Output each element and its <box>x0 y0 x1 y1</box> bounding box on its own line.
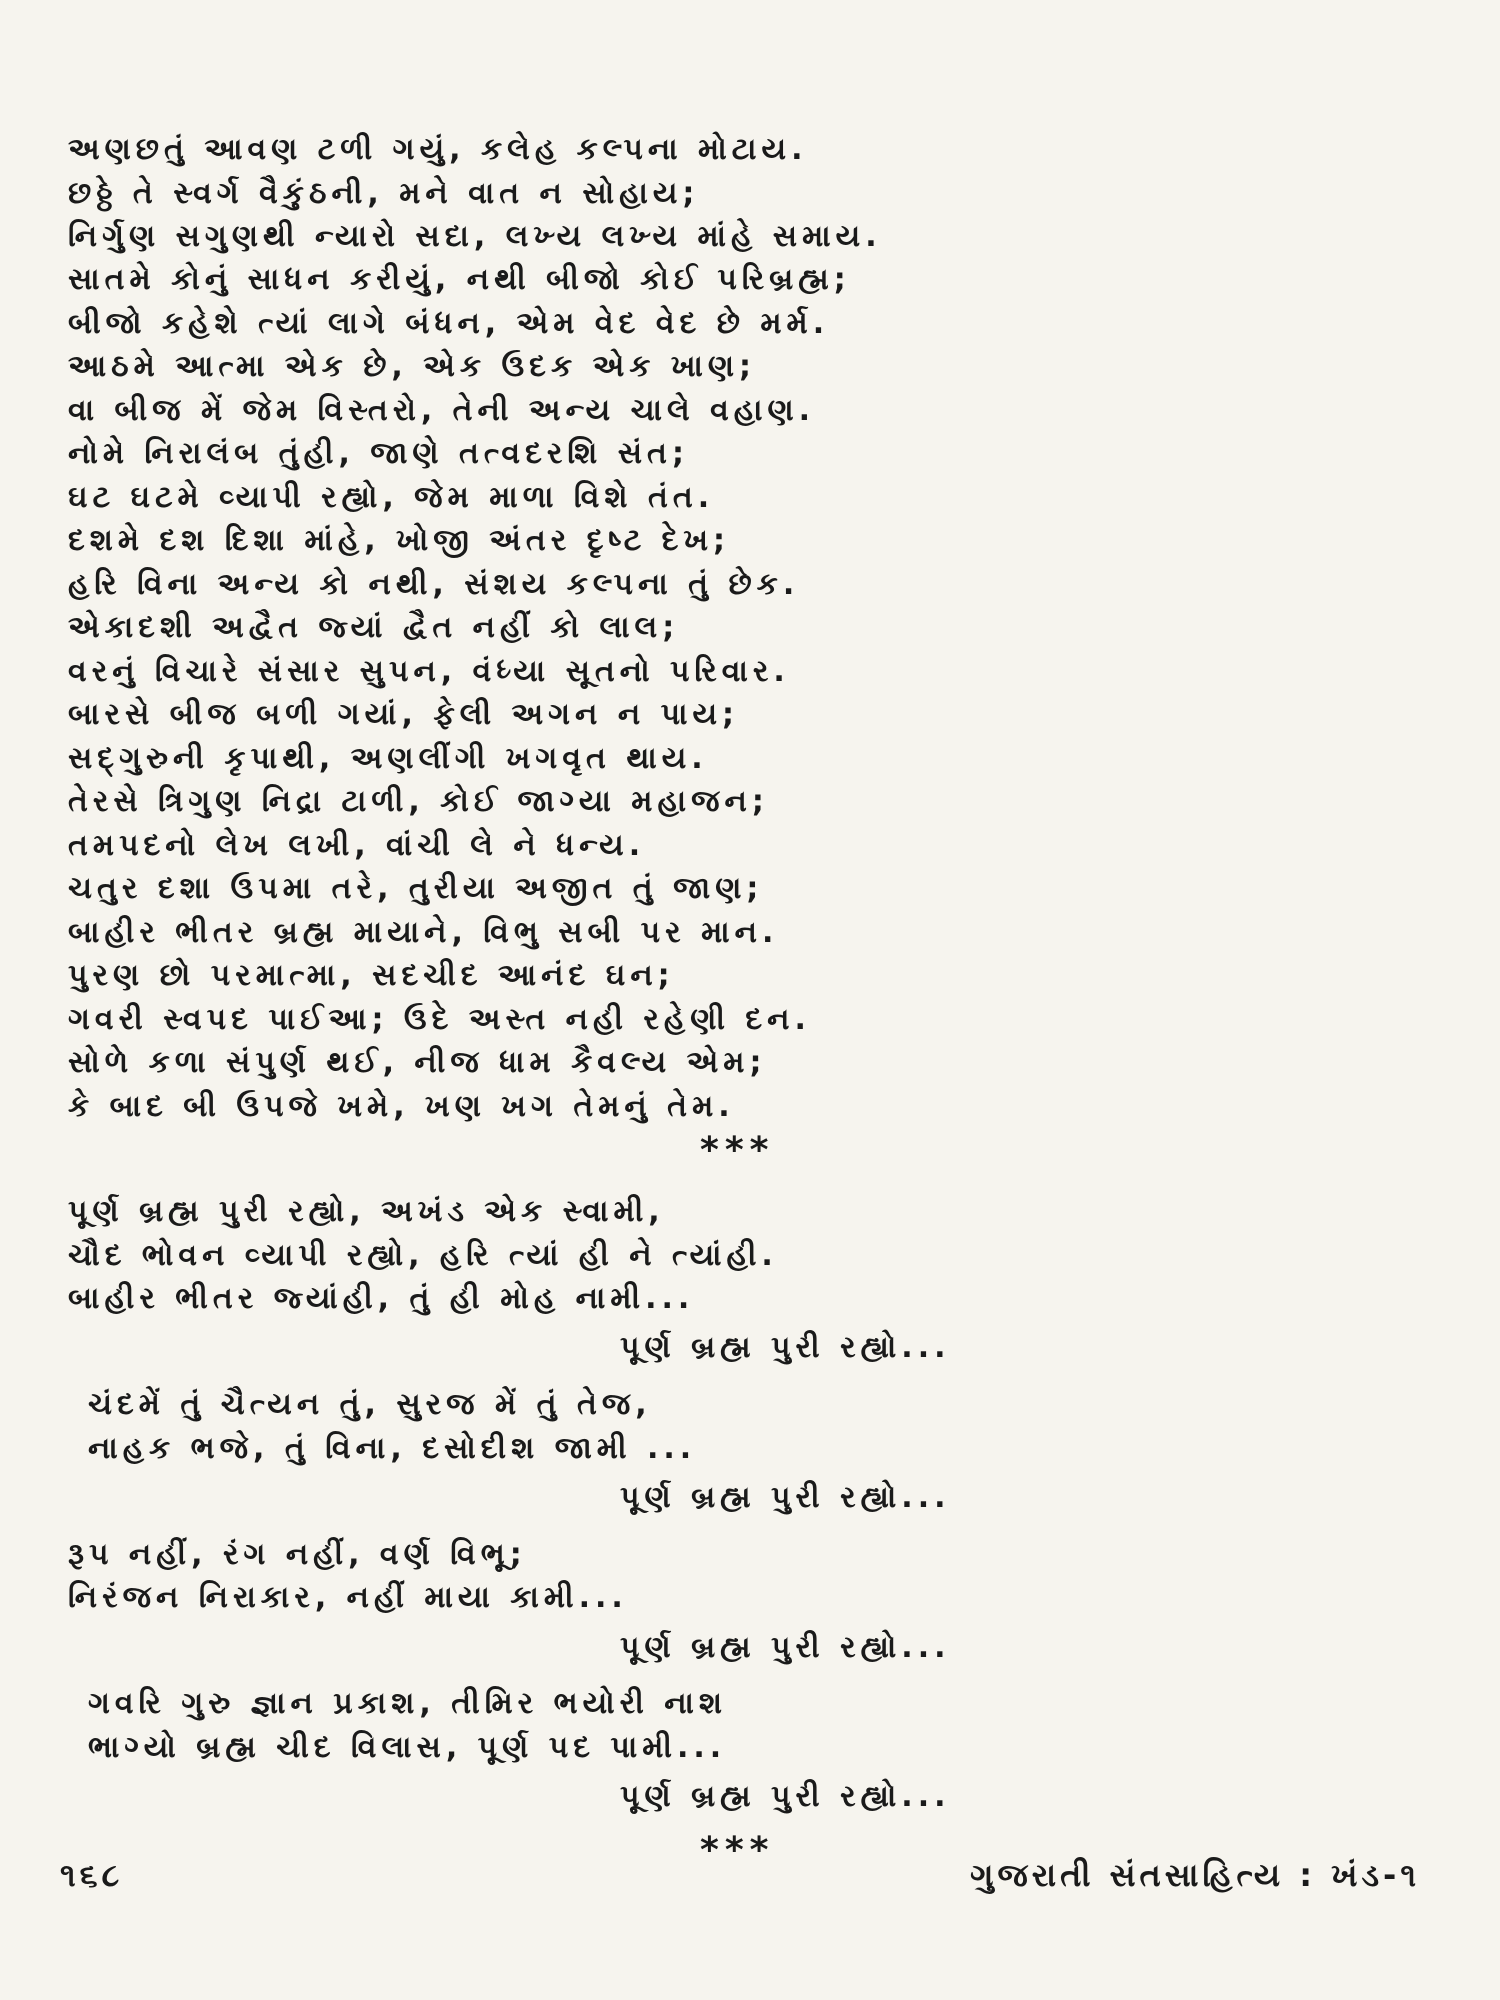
verse-line: બારસે બીજ બળી ગયાં, ફેલી અગન ન પાય; <box>68 697 740 732</box>
verse-line: હરિ વિના અન્ય કો નથી, સંશય કલ્પના તું છેક. <box>68 567 800 602</box>
refrain-line: પૂર્ણ બ્રહ્મ પુરી રહ્યો... <box>620 1330 951 1365</box>
refrain-line: પૂર્ણ બ્રહ્મ પુરી રહ્યો... <box>620 1779 951 1814</box>
verse-line: બીજો કહેશે ત્યાં લાગે બંધન, એમ વેદ વેદ છે મર્મ. <box>68 306 830 341</box>
verse-line: નિરંજન નિરાકાર, નહીં માયા કામી... <box>68 1580 628 1615</box>
verse-line: આઠમે આત્મા એક છે, એક ઉદક એક ખાણ; <box>68 349 757 384</box>
verse-line: તેરસે ત્રિગુણ નિદ્રા ટાળી, કોઈ જાગ્યા મહાજન; <box>68 784 769 819</box>
section-separator: *** <box>700 1830 775 1871</box>
page-number: ૧૬૮ <box>60 1856 124 1894</box>
verse-line: તમપદનો લેખ લખી, વાંચી લે ને ધન્ય. <box>68 828 646 863</box>
verse-line: ઘટ ઘટમે વ્યાપી રહ્યો, જેમ માળા વિશે તંત. <box>68 480 715 515</box>
running-footer-title: ગુજરાતી સંતસાહિત્ય : ખંડ-૧ <box>970 1856 1420 1894</box>
verse-line: ગવરિ ગુરુ જ્ઞાન પ્રકાશ, તીમિર ભયોરી નાશ <box>88 1686 728 1721</box>
verse-line: છઠ્ઠે તે સ્વર્ગ વૈકુંઠની, મને વાત ન સોહાય; <box>68 176 700 211</box>
verse-line: ચૌદ ભોવન વ્યાપી રહ્યો, હરિ ત્યાં હી ને ત્યાંહી. <box>68 1238 778 1273</box>
verse-line: સોળે કળા સંપુર્ણ થઈ, નીજ ધામ કૈવલ્ય એમ; <box>68 1045 767 1080</box>
verse-line: એકાદશી અદ્વૈત જ્યાં દ્વૈત નહીં કો લાલ; <box>68 610 680 645</box>
verse-line: વરનું વિચારે સંસાર સુપન, વંધ્યા સૂતનો પરિવાર. <box>68 654 790 689</box>
verse-line: નોમે નિરાલંબ તુંહી, જાણે તત્વદરશિ સંત; <box>68 436 689 471</box>
verse-line: વા બીજ મેં જેમ વિસ્તરો, તેની અન્ય ચાલે વહાણ. <box>68 393 816 428</box>
verse-line: ચંદમેં તું ચૈત્યન તું, સુરજ મેં તું તેજ, <box>88 1387 652 1422</box>
verse-line: પુરણ છો પરમાત્મા, સદચીદ આનંદ ઘન; <box>68 958 675 993</box>
verse-line: બાહીર ભીતર બ્રહ્મ માયાને, વિભુ સબી પર માન. <box>68 915 779 950</box>
verse-line: ગવરી સ્વપદ પાઈઆ; ઉદે અસ્ત નહી રહેણી દન. <box>68 1002 811 1037</box>
verse-line: નાહક ભજે, તું વિના, દસોદીશ જામી ... <box>88 1431 697 1466</box>
verse-line: કે બાદ બી ઉપજે ખમે, ખણ ખગ તેમનું તેમ. <box>68 1089 735 1124</box>
refrain-line: પૂર્ણ બ્રહ્મ પુરી રહ્યો... <box>620 1480 951 1515</box>
verse-line: ભાગ્યો બ્રહ્મ ચીદ વિલાસ, પૂર્ણ પદ પામી... <box>88 1730 727 1765</box>
verse-line: સાતમે કોનું સાધન કરીયું, નથી બીજો કોઈ પરિબ્રહ્મ; <box>68 262 851 297</box>
verse-line: અણછતું આવણ ટળી ગયું, કલેહ કલ્પના મોટાય. <box>68 132 808 167</box>
verse-line: સદ્‌ગુરુની કૃપાથી, અણલીંગી ખગવૃત થાય. <box>68 741 708 776</box>
section-separator: *** <box>700 1130 775 1171</box>
refrain-line: પૂર્ણ બ્રહ્મ પુરી રહ્યો... <box>620 1630 951 1665</box>
verse-line: ચતુર દશા ઉપમા તરે, તુરીયા અજીત તું જાણ; <box>68 871 764 906</box>
verse-line: નિર્ગુણ સગુણથી ન્યારો સદા, લખ્ય લખ્ય માંહે સમાય. <box>68 219 882 254</box>
verse-line: દશમે દશ દિશા માંહે, ખોજી અંતર દૃષ્ટ દેખ; <box>68 523 731 558</box>
verse-line: બાહીર ભીતર જ્યાંહી, તું હી મોહ નામી... <box>68 1281 695 1316</box>
verse-line: રૂપ નહીં, રંગ નહીં, વર્ણ વિભૂ; <box>68 1537 527 1572</box>
verse-line: પૂર્ણ બ્રહ્મ પુરી રહ્યો, અખંડ એક સ્વામી, <box>68 1194 665 1229</box>
